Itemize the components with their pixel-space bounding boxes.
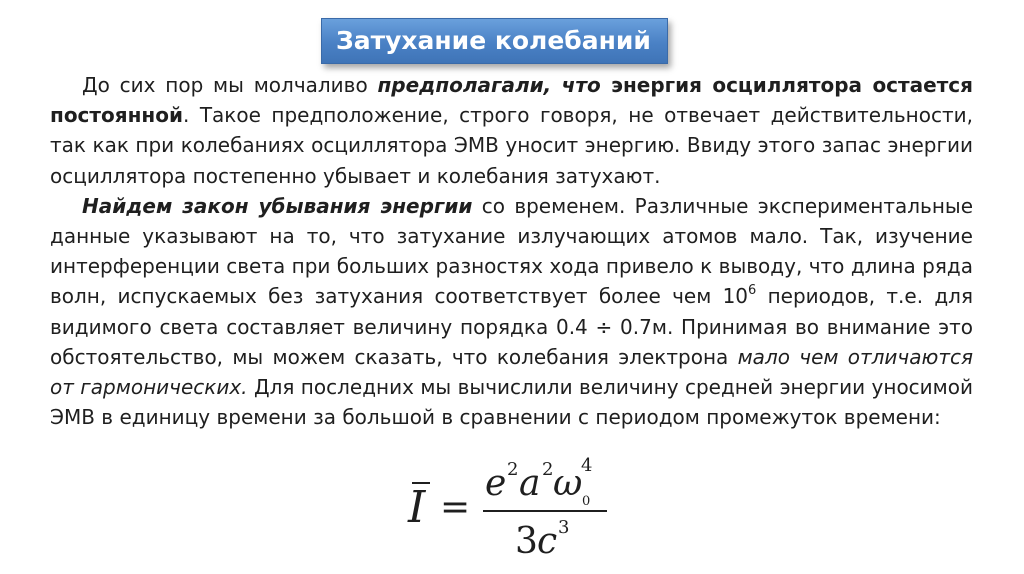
body-text: [50, 70, 973, 432]
den-c: c: [537, 521, 558, 562]
p1-lead: До сих пор мы молчаливо: [82, 73, 378, 97]
p2-exponent: 6: [748, 282, 757, 298]
den-coef: 3: [515, 521, 538, 562]
num-a-exp: 2: [542, 459, 554, 480]
num-e: e: [485, 463, 507, 504]
formula-average-intensity: [405, 455, 615, 565]
p2-part2: периодов, т.е. для видимого света составляет величину порядка 0.4 ÷ 0.7м. Принимая во внимание это обстоятельство, мы можем сказать, что колебания электрона: [50, 284, 973, 369]
paragraph-1: [50, 70, 973, 191]
p2-italic-phrase: мало чем отличаются от гармонических.: [50, 344, 974, 400]
p1-emphasis-bold: энергия осциллятора остается постоянной: [50, 73, 973, 128]
slide-title: Затухание колебаний: [336, 26, 651, 55]
p2-part1: со временем. Различные экспериментальные данные указывают на то, что затухание излучающих атомов мало. Так, изучение интерференции света при больших разностях хода привело к выводу, что длина ряда волн, испускаемых без затухания соответствует более чем 10: [50, 193, 973, 309]
p2-part3: Для последних мы вычислили величину средней энергии уносимой ЭМВ в единицу времени за большой в сравнении с периодом промежуток времени:: [50, 375, 973, 430]
lhs-symbol: I: [408, 482, 426, 533]
p1-rest: . Такое предположение, строго говоря, не отвечает действительности, так как при колебаниях осциллятора ЭМВ уносит энергию. Ввиду этого запас энергии осциллятора постепенно убывает и колебания затухают.: [50, 103, 973, 188]
den-c-exp: 3: [558, 517, 570, 538]
title-banner: [321, 18, 668, 64]
p1-emphasis-italic: предполагали, что: [377, 73, 601, 97]
num-e-exp: 2: [507, 459, 519, 480]
num-omega-exp: 4: [581, 455, 593, 476]
p2-emphasis: Найдем закон убывания энергии: [82, 193, 473, 218]
num-omega-sub: 0: [582, 494, 591, 509]
equals-sign: =: [440, 487, 471, 528]
paragraph-2: [50, 191, 973, 433]
num-omega: ω: [553, 463, 583, 504]
num-a: a: [519, 463, 541, 504]
formula-svg: [405, 455, 615, 565]
